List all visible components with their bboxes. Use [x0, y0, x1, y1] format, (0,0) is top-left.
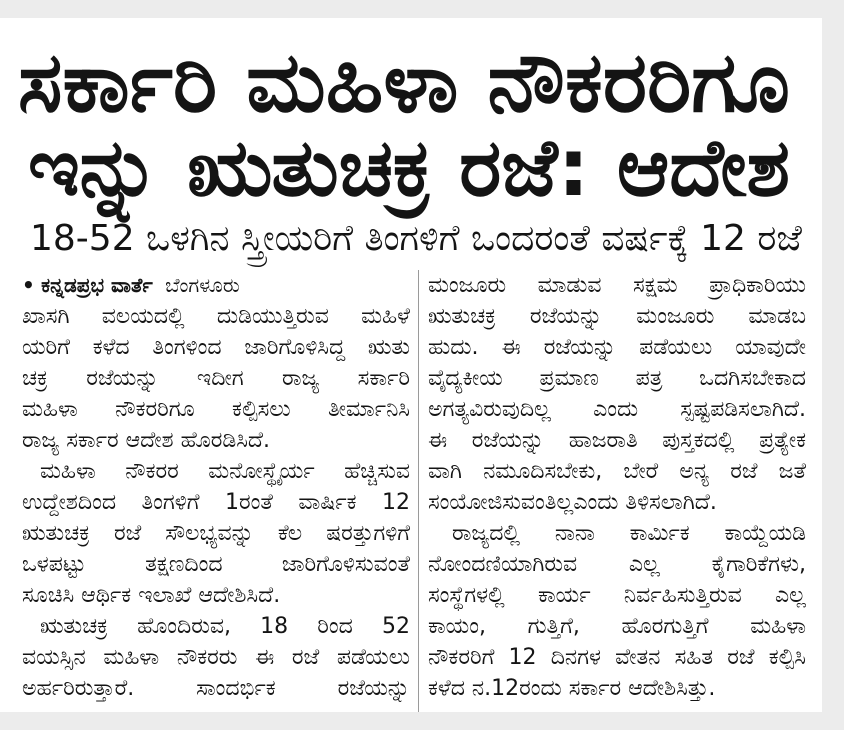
article-line: ಅರ್ಹರಿರುತ್ತಾರೆ. ಸಾಂದರ್ಭಿಕ ರಜೆಯನ್ನು [22, 676, 410, 701]
article-line: ಋತುಚಕ್ರ ಹೊಂದಿರುವ, 18 ರಿಂದ 52 [40, 614, 410, 639]
subheadline [30, 214, 802, 264]
byline-place: ಬೆಂಗಳೂರು [165, 273, 240, 297]
headline-line-1-text: ಸರ್ಕಾರಿ ಮಹಿಳಾ ನೌಕರರಿಗೂ [18, 33, 790, 131]
article-line: ಉದ್ದೇಶದಿಂದ ತಿಂಗಳಿಗೆ 1ರಂತೆ ವಾರ್ಷಿಕ 12 [22, 490, 410, 515]
article-line: ಸಂಯೋಜಿಸುವಂತಿಲ್ಲಎಂದು ತಿಳಿಸಲಾಗಿದೆ. [428, 490, 717, 515]
article-line: ಖಾಸಗಿ ವಲಯದಲ್ಲಿ ದುಡಿಯುತ್ತಿರುವ ಮಹಿಳೆ [22, 304, 410, 329]
article-line: ವಯಸ್ಸಿನ ಮಹಿಳಾ ನೌಕರರು ಈ ರಜೆ ಪಡೆಯಲು [22, 645, 410, 670]
article-line: ವಾಗಿ ನಮೂದಿಸಬೇಕು, ಬೇರೆ ಅನ್ಯ ರಜೆ ಜತೆ [428, 459, 806, 484]
article-line: ಋತುಚಕ್ರ ರಜೆ ಸೌಲಭ್ಯವನ್ನು ಕೆಲ ಷರತ್ತುಗಳಿಗೆ [22, 521, 410, 546]
subheadline-text: 18-52 ಒಳಗಿನ ಸ್ತ್ರೀಯರಿಗೆ ತಿಂಗಳಿಗೆ ಒಂದರಂತೆ ವರ್ಷಕ್ಕೆ 12 ರಜೆ [30, 218, 802, 259]
article-line: ಹುದು. ಈ ರಜೆಯನ್ನು ಪಡೆಯಲು ಯಾವುದೇ [428, 335, 806, 360]
article-line: ಒಳಪಟ್ಟು ತಕ್ಷಣದಿಂದ ಜಾರಿಗೊಳಿಸುವಂತೆ [22, 552, 410, 577]
article-line: ವೈದ್ಯಕೀಯ ಪ್ರಮಾಣ ಪತ್ರ ಒದಗಿಸಬೇಕಾದ [428, 366, 806, 391]
article-line: ಕಳೆದ ನ.12ರಂದು ಸರ್ಕಾರ ಆದೇಶಿಸಿತ್ತು. [428, 676, 716, 701]
article-line: ಯರಿಗೆ ಕಳೆದ ತಿಂಗಳಿಂದ ಜಾರಿಗೊಳಿಸಿದ್ದ ಋತು [22, 335, 410, 360]
article-line: ಅಗತ್ಯವಿರುವುದಿಲ್ಲ ಎಂದು ಸ್ಪಷ್ಟಪಡಿಸಲಾಗಿದೆ. [428, 397, 806, 422]
article-line: ನೋಂದಣಿಯಾಗಿರುವ ಎಲ್ಲ ಕೈಗಾರಿಕೆಗಳು, [428, 552, 806, 577]
byline-bullet: • [22, 273, 35, 297]
left-column [22, 270, 410, 704]
article-line: ಸೂಚಿಸಿ ಆರ್ಥಿಕ ಇಲಾಖೆ ಆದೇಶಿಸಿದೆ. [22, 583, 281, 608]
article-line: ಸಂಸ್ಥೆಗಳಲ್ಲಿ ಕಾರ್ಯ ನಿರ್ವಹಿಸುತ್ತಿರುವ ಎಲ್ಲ [428, 583, 806, 608]
right-column [428, 270, 806, 704]
article-line: ಈ ರಜೆಯನ್ನು ಹಾಜರಾತಿ ಪುಸ್ತಕದಲ್ಲಿ ಪ್ರತ್ಯೇಕ [428, 428, 806, 453]
article-line: ಮಹಿಳಾ ನೌಕರರ ಮನೋಸ್ಥೈರ್ಯ ಹೆಚ್ಚಿಸುವ [40, 459, 410, 484]
article-line: ಮಂಜೂರು ಮಾಡುವ ಸಕ್ಷಮ ಪ್ರಾಧಿಕಾರಿಯು [428, 273, 806, 298]
newspaper-clipping [0, 18, 822, 712]
article-line: ಕಾಯಂ, ಗುತ್ತಿಗೆ, ಹೊರಗುತ್ತಿಗೆ ಮಹಿಳಾ [428, 614, 806, 639]
article-line: ರಾಜ್ಯ ಸರ್ಕಾರ ಆದೇಶ ಹೊರಡಿಸಿದೆ. [22, 428, 271, 453]
headline-line-1 [18, 33, 790, 131]
headline-line-2-text: ಇನ್ನು ಋತುಚಕ್ರ ರಜೆ: ಆದೇಶ [28, 121, 790, 214]
article-line: ರಾಜ್ಯದಲ್ಲಿ ನಾನಾ ಕಾರ್ಮಿಕ ಕಾಯ್ದೆಯಡಿ [452, 521, 806, 546]
headline-line-2 [28, 121, 790, 214]
byline [22, 270, 410, 301]
article-line: ಋತುಚಕ್ರ ರಜೆಯನ್ನು ಮಂಜೂರು ಮಾಡಬ [428, 304, 806, 329]
article-line: ಮಹಿಳಾ ನೌಕರರಿಗೂ ಕಲ್ಪಿಸಲು ತೀರ್ಮಾನಿಸಿ [22, 397, 410, 422]
article-line: ಚಕ್ರ ರಜೆಯನ್ನು ಇದೀಗ ರಾಜ್ಯ ಸರ್ಕಾರಿ [22, 366, 410, 391]
article-line: ನೌಕರರಿಗೆ 12 ದಿನಗಳ ವೇತನ ಸಹಿತ ರಜೆ ಕಲ್ಪಿಸಿ [428, 645, 806, 670]
byline-source: ಕನ್ನಡಪ್ರಭ ವಾರ್ತೆ [41, 273, 153, 297]
column-divider [418, 270, 419, 712]
